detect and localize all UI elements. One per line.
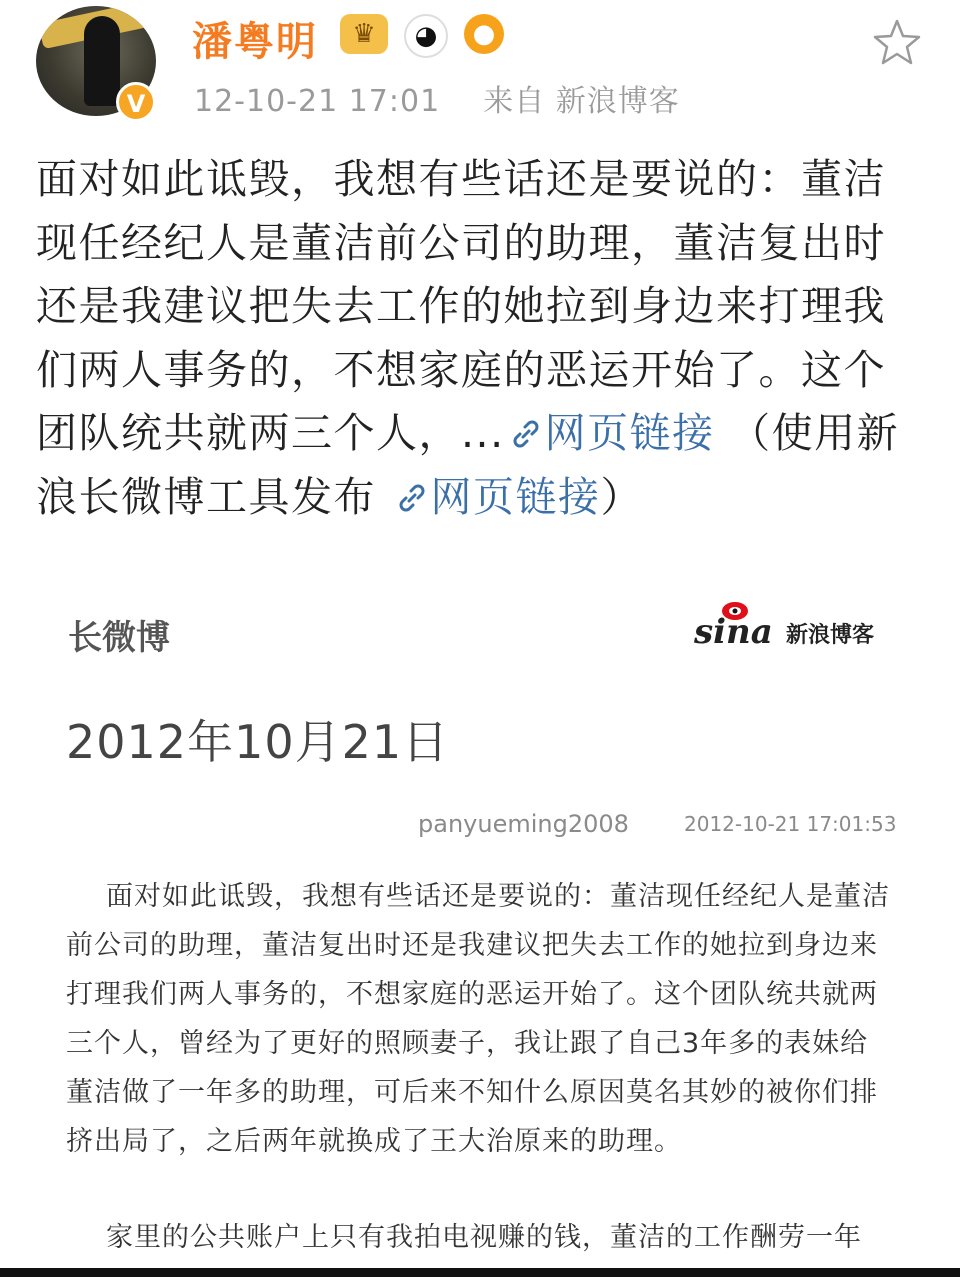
verified-badge-icon: V [116, 82, 156, 122]
favorite-star-icon[interactable] [870, 16, 924, 70]
username[interactable]: 潘粤明 [192, 19, 318, 65]
link-icon [395, 481, 429, 515]
web-link-2[interactable] [391, 473, 601, 521]
sina-blog-label: 新浪博客 [786, 623, 875, 648]
sina-wordmark: sina [694, 612, 773, 652]
panda-badge-icon[interactable]: ◕ [404, 14, 448, 58]
post-main-text: 面对如此诋毁，我想有些话还是要说的：董洁现任经纪人是董洁前公司的助理，董洁复出时还是我建议把失去工作的她拉到身边来打理我们两人事务的，不想家庭的恶运开始了。这个团队统共就两三个人，... [36, 155, 886, 457]
web-link-1[interactable] [505, 409, 715, 457]
blog-body [66, 872, 896, 1262]
web-link-2-label: 网页链接 [430, 472, 601, 521]
bottom-edge [0, 1268, 960, 1277]
fish-badge-icon[interactable]: ● [464, 14, 504, 54]
close-paren: ） [600, 472, 644, 521]
post-meta [194, 76, 680, 120]
web-link-1-label: 网页链接 [544, 409, 715, 457]
crown-badge-icon[interactable]: ♛ [340, 14, 388, 54]
blog-date: 2012年10月21日 [66, 715, 450, 769]
avatar-figure [84, 16, 120, 106]
post-header [0, 0, 960, 140]
post-timestamp: 12-10-21 17:01 [194, 84, 441, 119]
link-icon [509, 417, 543, 451]
post-body [36, 148, 906, 529]
blog-author: panyueming2008 [418, 810, 629, 838]
blog-paragraph-1: 面对如此诋毁，我想有些话还是要说的：董洁现任经纪人是董洁前公司的助理，董洁复出时还是我建议把失去工作的她拉到身边来打理我们两人事务的，不想家庭的恶运开始了。这个团队统共就两三个人，曾经为了更好的照顾妻子，我让跟了自己3年多的表妹给董洁做了一年多的助理，可后来不知什么原因莫名其妙的被你们排挤出局了，之后两年就换成了王大治原来的助理。 [66, 881, 890, 1157]
post-source[interactable]: 来自 新浪博客 [483, 84, 680, 119]
blog-timestamp: 2012-10-21 17:01:53 [684, 812, 897, 836]
user-badges [340, 14, 504, 58]
long-weibo-title: 长微博 [68, 618, 170, 658]
tool-text: （使用新浪长微博工具发布 [36, 409, 900, 521]
blog-paragraph-2: 家里的公共账户上只有我拍电视赚的钱，董洁的工作酬劳一年 [106, 1222, 862, 1253]
sina-blog-logo [694, 598, 904, 658]
